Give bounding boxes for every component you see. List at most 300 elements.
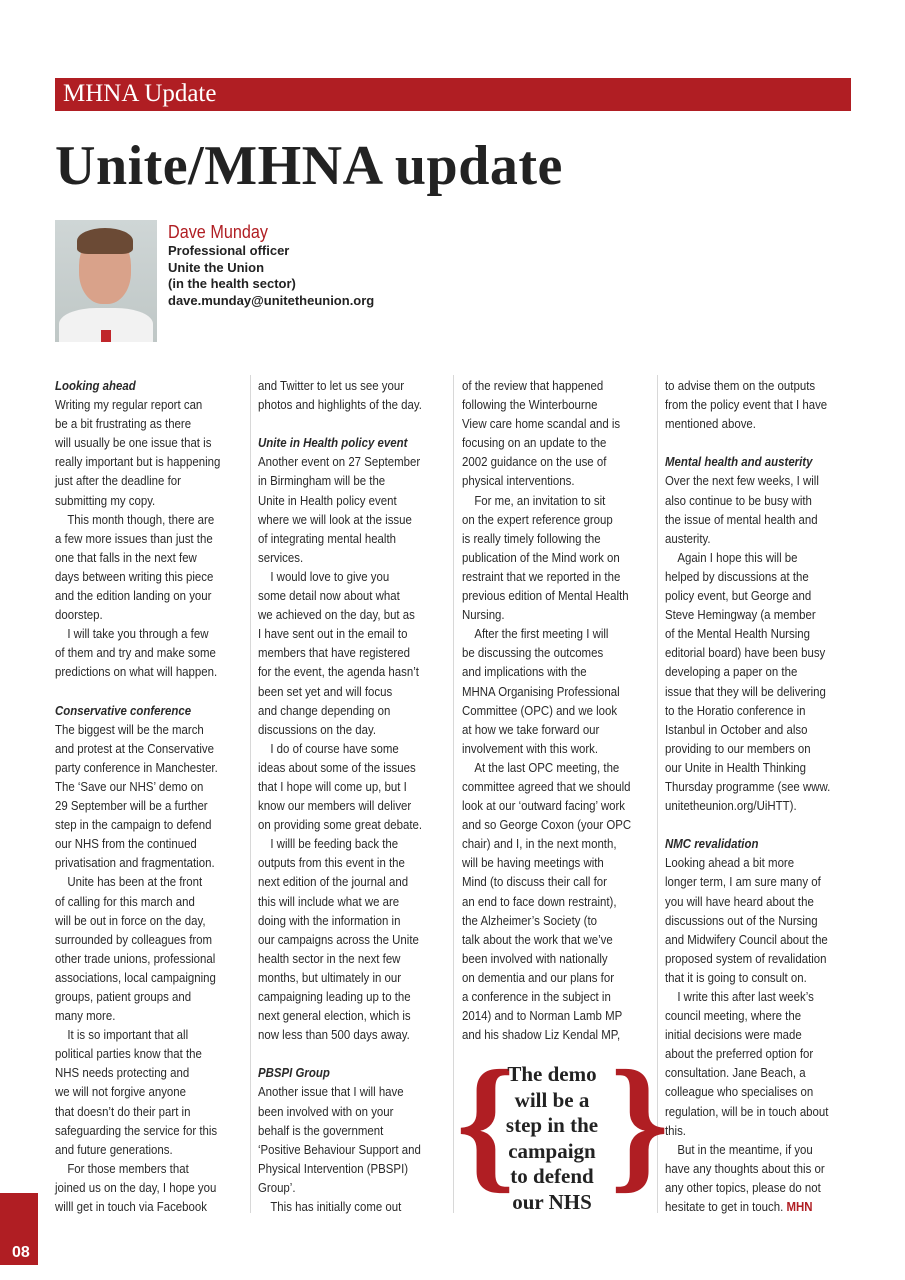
line-text: this will include what we are xyxy=(258,893,400,909)
line-text: doing with the information in xyxy=(258,912,401,928)
line-text: to the Horatio conference in xyxy=(665,702,806,718)
line-text: Istanbul in October and also xyxy=(665,721,808,737)
line-text: 2014) and to Norman Lamb MP xyxy=(462,1008,623,1024)
body-text-line xyxy=(258,872,434,891)
body-text-line xyxy=(55,605,231,624)
author-email[interactable]: dave.munday@unitetheunion.org xyxy=(168,292,375,308)
body-text-line xyxy=(258,739,434,758)
body-text-line xyxy=(462,701,638,720)
text-column-1 xyxy=(55,376,255,1216)
line-text: a conference in the subject in xyxy=(462,989,611,1004)
line-text: of integrating mental health xyxy=(258,530,397,546)
line-text: months, but ultimately in our xyxy=(258,969,402,985)
line-text: doorstep. xyxy=(55,607,103,623)
column-divider xyxy=(453,375,454,1213)
line-text: NHS needs protecting and xyxy=(55,1065,190,1081)
line-text: associations, local campaigning xyxy=(55,969,216,985)
body-text-line xyxy=(665,949,841,968)
line-text: been involved with nationally xyxy=(462,950,608,966)
body-text-line xyxy=(462,605,638,624)
body-text-line xyxy=(665,930,841,949)
line-text: that doesn’t do their part in xyxy=(55,1103,191,1119)
body-text-line xyxy=(462,1006,638,1025)
body-text-line xyxy=(462,987,638,1006)
line-text: 2002 guidance on the use of xyxy=(462,454,607,470)
body-text-line xyxy=(462,567,638,586)
body-text-line xyxy=(665,1159,841,1178)
body-text-line xyxy=(462,395,638,414)
line-text: Group’. xyxy=(258,1179,296,1195)
body-text-line xyxy=(462,529,638,548)
body-text-line xyxy=(665,911,841,930)
line-text: Another issue that I will have xyxy=(258,1084,404,1100)
line-text: Over the next few weeks, I will xyxy=(665,473,819,489)
line-text: providing to our members on xyxy=(665,740,811,756)
line-text: publication of the Mind work on xyxy=(462,549,620,565)
line-text: I willl be feeding back the xyxy=(270,836,399,852)
line-text: on dementia and our plans for xyxy=(462,969,615,985)
line-text: look at our ‘outward facing’ work xyxy=(462,798,625,814)
line-text: and Twitter to let us see your xyxy=(258,378,405,393)
body-text-line xyxy=(258,567,434,586)
line-text: be discussing the outcomes xyxy=(462,645,604,661)
subheading xyxy=(55,376,231,395)
body-text-line xyxy=(258,510,434,529)
line-text: safeguarding the service for this xyxy=(55,1122,218,1138)
line-text: and so George Coxon (your OPC xyxy=(462,817,632,833)
body-text-line xyxy=(462,815,638,834)
column-divider xyxy=(250,375,251,1213)
body-text-line xyxy=(258,605,434,624)
subheading xyxy=(665,452,841,471)
line-text: policy event, but George and xyxy=(665,588,812,604)
body-text-line xyxy=(462,796,638,815)
body-text-line xyxy=(55,510,231,529)
body-text-line xyxy=(665,853,841,872)
pull-quote-line: step in the xyxy=(505,1113,599,1137)
line-text: regulation, will be in touch about xyxy=(665,1103,829,1119)
body-text-line xyxy=(665,796,841,815)
line-text: Looking ahead a bit more xyxy=(665,855,795,871)
line-text: Steve Hemingway (a member xyxy=(665,607,816,623)
body-text-line xyxy=(665,643,841,662)
body-text-line xyxy=(462,739,638,758)
line-text: focusing on an update to the xyxy=(462,435,607,451)
body-text-line xyxy=(665,376,841,395)
body-text-line xyxy=(462,624,638,643)
body-text-line xyxy=(462,414,638,433)
line-text: of calling for this march and xyxy=(55,893,195,909)
line-text: chair) and I, in the next month, xyxy=(462,836,617,852)
line-text: austerity. xyxy=(665,530,711,546)
line-text: is really timely following the xyxy=(462,530,601,546)
line-text: you will have heard about the xyxy=(665,893,814,909)
line-text: colleague who specialises on xyxy=(665,1084,814,1100)
line-text: Writing my regular report can xyxy=(55,397,203,413)
body-text-line xyxy=(55,853,231,872)
page-number-box xyxy=(0,1193,38,1265)
line-text: editorial board) have been busy xyxy=(665,645,826,661)
body-text-line xyxy=(462,491,638,510)
line-text: been involved with on your xyxy=(258,1103,394,1119)
line-text: The biggest will be the march xyxy=(55,721,204,737)
body-text-line xyxy=(462,376,638,395)
line-text: Unite has been at the front xyxy=(67,874,203,890)
body-text-line xyxy=(55,911,231,930)
subheading xyxy=(258,433,434,452)
body-text-line xyxy=(462,930,638,949)
line-text: outputs from this event in the xyxy=(258,855,405,871)
body-text-line xyxy=(665,548,841,567)
body-text-line xyxy=(462,892,638,911)
line-text: longer term, I am sure many of xyxy=(665,874,821,890)
line-text: Committee (OPC) and we look xyxy=(462,702,618,718)
line-text: 29 September will be a further xyxy=(55,798,208,814)
body-text-line xyxy=(665,471,841,490)
body-text-line xyxy=(665,1197,841,1216)
body-text-line xyxy=(55,548,231,567)
line-text: Mental health and austerity xyxy=(665,454,813,470)
line-text: restraint that we reported in the xyxy=(462,568,621,584)
line-text: that it is going to consult on. xyxy=(665,969,807,985)
author-byline xyxy=(168,222,374,309)
body-text-line xyxy=(665,491,841,510)
body-text-line xyxy=(55,491,231,510)
line-text: Another event on 27 September xyxy=(258,454,421,470)
line-text: I would love to give you xyxy=(270,568,390,584)
line-text: consultation. Jane Beach, a xyxy=(665,1065,806,1081)
line-text: health sector in the next few xyxy=(258,950,401,966)
body-text-line xyxy=(258,911,434,930)
line-text: campaigning leading up to the xyxy=(258,989,411,1004)
line-text: of the review that happened xyxy=(462,378,604,393)
body-text-line xyxy=(55,892,231,911)
line-text: I have sent out in the email to xyxy=(258,626,408,642)
line-text: developing a paper on the xyxy=(665,664,798,680)
body-text-line xyxy=(665,586,841,605)
body-text-line xyxy=(55,720,231,739)
pull-quote xyxy=(456,1040,670,1214)
line-text: For those members that xyxy=(67,1160,189,1176)
body-text-line xyxy=(462,662,638,681)
pull-quote-line: The demo xyxy=(507,1062,597,1086)
text-column-4 xyxy=(665,376,865,1216)
line-text: will be out in force on the day, xyxy=(55,912,206,928)
body-text-line xyxy=(55,930,231,949)
body-text-line xyxy=(258,949,434,968)
body-text-line xyxy=(258,1025,434,1044)
text-column-3 xyxy=(462,376,662,1044)
body-text-line xyxy=(665,987,841,1006)
body-text-line xyxy=(665,529,841,548)
body-text-line xyxy=(462,471,638,490)
body-text-line xyxy=(55,777,231,796)
body-text-line xyxy=(665,1025,841,1044)
line-text: joined us on the day, I hope you xyxy=(55,1179,217,1195)
body-text-line xyxy=(665,395,841,414)
line-text: our campaigns across the Unite xyxy=(258,931,419,947)
body-text-line xyxy=(665,605,841,624)
line-text: issue that they will be delivering xyxy=(665,683,826,699)
pull-quote-line: to defend xyxy=(510,1164,594,1188)
body-text-line xyxy=(462,968,638,987)
line-text: following the Winterbourne xyxy=(462,397,598,413)
line-text: other trade unions, professional xyxy=(55,950,216,966)
body-text-line xyxy=(55,1159,231,1178)
body-text-line xyxy=(462,643,638,662)
body-text-line xyxy=(665,1082,841,1101)
body-text-line xyxy=(55,968,231,987)
author-name: Dave Munday xyxy=(168,222,268,242)
line-text: from the policy event that I have xyxy=(665,397,828,413)
body-text-line xyxy=(665,624,841,643)
body-text-line xyxy=(55,567,231,586)
line-text: After the first meeting I will xyxy=(474,626,609,642)
line-text: any other topics, please do not xyxy=(665,1179,821,1195)
line-text: one that falls in the next few xyxy=(55,549,197,565)
line-text: next edition of the journal and xyxy=(258,874,409,890)
body-text-line xyxy=(665,872,841,891)
line-text: hesitate to get in touch. xyxy=(665,1199,787,1215)
line-text: next general election, which is xyxy=(258,1008,411,1024)
body-text-line xyxy=(258,1082,434,1101)
end-mark: MHN xyxy=(786,1199,813,1215)
line-text: I will take you through a few xyxy=(67,626,209,642)
section-banner xyxy=(55,78,851,111)
line-text: for the event, the agenda hasn’t xyxy=(258,664,419,680)
body-text-line xyxy=(258,376,434,395)
line-text: and his shadow Liz Kendal MP, xyxy=(462,1027,621,1043)
line-text: Physical Intervention (PBSPI) xyxy=(258,1160,409,1176)
body-text-line xyxy=(258,662,434,681)
line-text: an end to face down restraint), xyxy=(462,893,617,909)
line-text: committee agreed that we should xyxy=(462,778,631,794)
body-text-line xyxy=(258,1121,434,1140)
body-text-line xyxy=(462,433,638,452)
line-text: and the edition landing on your xyxy=(55,588,212,604)
body-text-line xyxy=(258,548,434,567)
body-text-line xyxy=(55,1140,231,1159)
body-text-line xyxy=(462,777,638,796)
body-text-line xyxy=(55,395,231,414)
author-sector: (in the health sector) xyxy=(168,276,296,291)
line-text: discussions out of the Nursing xyxy=(665,912,818,928)
line-text: been set yet and will focus xyxy=(258,683,393,699)
line-text: political parties know that the xyxy=(55,1046,202,1062)
body-text-line xyxy=(258,471,434,490)
line-text: privatisation and fragmentation. xyxy=(55,855,215,871)
line-text: submitting my copy. xyxy=(55,492,156,508)
body-text-line xyxy=(55,949,231,968)
body-text-line xyxy=(55,1082,231,1101)
body-text-line xyxy=(258,491,434,510)
body-text-line xyxy=(55,1102,231,1121)
line-text: Mind (to discuss their call for xyxy=(462,874,607,890)
line-text: will be having meetings with xyxy=(462,855,604,871)
line-text: also continue to be busy with xyxy=(665,492,812,508)
line-text: have any thoughts about this or xyxy=(665,1160,825,1176)
line-text: View care home scandal and is xyxy=(462,416,621,432)
line-text: groups, patient groups and xyxy=(55,989,192,1004)
line-text: a few more issues than just the xyxy=(55,530,213,546)
body-text-line xyxy=(462,872,638,891)
body-text-line xyxy=(258,777,434,796)
line-text: at how we take forward our xyxy=(462,721,600,737)
body-text-line xyxy=(665,567,841,586)
body-text-line xyxy=(258,834,434,853)
body-text-line xyxy=(55,433,231,452)
body-text-line xyxy=(462,853,638,872)
line-text: and future generations. xyxy=(55,1141,173,1157)
line-text: Thursday programme (see www. xyxy=(665,778,831,794)
line-text: our NHS from the continued xyxy=(55,836,197,852)
body-text-line xyxy=(258,892,434,911)
body-text-line xyxy=(55,1044,231,1063)
line-text: PBSPI Group xyxy=(258,1065,330,1081)
article-title: Unite/MHNA update xyxy=(55,135,563,197)
line-text: know our members will deliver xyxy=(258,798,412,814)
body-text-line xyxy=(258,968,434,987)
body-text-line xyxy=(462,758,638,777)
line-text: talk about the work that we’ve xyxy=(462,931,613,947)
line-text: we will not forgive anyone xyxy=(55,1084,186,1100)
body-text-line xyxy=(55,662,231,681)
line-text: really important but is happening xyxy=(55,454,221,470)
body-text-line xyxy=(462,834,638,853)
line-text: willl get in touch via Facebook xyxy=(55,1199,207,1215)
body-text-line xyxy=(258,1178,434,1197)
pull-quote-line: our NHS xyxy=(512,1189,592,1214)
body-text-line xyxy=(665,739,841,758)
line-text: that I hope will come up, but I xyxy=(258,778,407,794)
body-text-line xyxy=(462,720,638,739)
body-text-line xyxy=(258,452,434,471)
body-text-line xyxy=(55,1197,231,1216)
body-text-line xyxy=(258,1102,434,1121)
body-text-line xyxy=(258,930,434,949)
line-text: proposed system of revalidation xyxy=(665,950,827,966)
body-text-line xyxy=(665,510,841,529)
line-text: some detail now about what xyxy=(258,588,400,604)
body-text-line xyxy=(665,892,841,911)
right-brace-icon: } xyxy=(610,1040,670,1206)
line-text: our Unite in Health Thinking xyxy=(665,759,806,775)
line-text: just after the deadline for xyxy=(55,473,181,489)
line-text: NMC revalidation xyxy=(665,836,759,852)
body-text-line xyxy=(665,682,841,701)
line-text: on the expert reference group xyxy=(462,511,613,527)
line-text: and Midwifery Council about the xyxy=(665,931,828,947)
author-role: Professional officer xyxy=(168,243,290,258)
line-text: It is so important that all xyxy=(67,1027,189,1043)
body-text-line xyxy=(665,720,841,739)
author-org: Unite the Union xyxy=(168,259,265,275)
body-text-line xyxy=(55,739,231,758)
line-text: in Birmingham will be the xyxy=(258,473,386,489)
body-text-line xyxy=(665,662,841,681)
line-text: But in the meantime, if you xyxy=(677,1141,813,1157)
line-text: Looking ahead xyxy=(55,378,136,393)
line-text: photos and highlights of the day. xyxy=(258,397,422,413)
body-text-line xyxy=(55,414,231,433)
line-text: to advise them on the outputs xyxy=(665,378,816,393)
body-text-line xyxy=(258,701,434,720)
body-text-line xyxy=(55,1063,231,1082)
pull-quote-line: campaign xyxy=(508,1138,596,1163)
line-text: surrounded by colleagues from xyxy=(55,931,213,947)
line-text: initial decisions were made xyxy=(665,1027,802,1043)
subheading xyxy=(258,1063,434,1082)
line-text: and implications with the xyxy=(462,664,587,680)
body-text-line xyxy=(258,815,434,834)
body-text-line xyxy=(55,1121,231,1140)
body-text-line xyxy=(258,1197,434,1216)
body-text-line xyxy=(55,987,231,1006)
line-text: party conference in Manchester. xyxy=(55,759,218,775)
line-text: Again I hope this will be xyxy=(677,549,798,565)
body-text-line xyxy=(55,815,231,834)
line-text: Nursing. xyxy=(462,607,505,623)
line-text: At the last OPC meeting, the xyxy=(474,759,620,775)
left-brace-icon: { xyxy=(456,1040,516,1206)
body-text-line xyxy=(665,1063,841,1082)
line-text: previous edition of Mental Health xyxy=(462,588,629,604)
line-text: ‘Positive Behaviour Support and xyxy=(258,1141,421,1157)
body-text-line xyxy=(258,586,434,605)
body-text-line xyxy=(55,452,231,471)
line-text: we achieved on the day, but as xyxy=(258,607,415,623)
line-text: unitetheunion.org/UiHTT). xyxy=(665,798,797,814)
body-text-line xyxy=(258,529,434,548)
line-text: be a bit frustrating as there xyxy=(55,416,192,432)
text-column-2 xyxy=(258,376,458,1216)
body-text-line xyxy=(665,414,841,433)
line-text: MHNA Organising Professional xyxy=(462,683,620,699)
body-text-line xyxy=(462,911,638,930)
line-text: behalf is the government xyxy=(258,1122,384,1138)
line-text: on providing some great debate. xyxy=(258,817,423,833)
body-text-line xyxy=(462,949,638,968)
body-text-line xyxy=(55,529,231,548)
line-text: and protest at the Conservative xyxy=(55,740,214,756)
subheading xyxy=(55,701,231,720)
line-text: Conservative conference xyxy=(55,702,192,718)
section-label: MHNA Update xyxy=(63,80,217,107)
line-text: the Alzheimer’s Society (to xyxy=(462,912,598,928)
body-text-line xyxy=(258,720,434,739)
line-text: services. xyxy=(258,549,304,565)
body-text-line xyxy=(258,1140,434,1159)
line-text: involvement with this work. xyxy=(462,740,599,756)
body-text-line xyxy=(258,1159,434,1178)
body-text-line xyxy=(665,1178,841,1197)
line-text: many more. xyxy=(55,1008,116,1024)
line-text: Unite in Health policy event xyxy=(258,492,397,508)
line-text: The ‘Save our NHS’ demo on xyxy=(55,778,204,794)
body-text-line xyxy=(462,682,638,701)
line-text: For me, an invitation to sit xyxy=(474,492,606,508)
body-text-line xyxy=(665,1121,841,1140)
body-text-line xyxy=(665,1006,841,1025)
body-text-line xyxy=(55,1006,231,1025)
line-text: discussions on the day. xyxy=(258,721,377,737)
pull-quote-line: will be a xyxy=(514,1087,590,1112)
line-text: council meeting, where the xyxy=(665,1008,802,1024)
body-text-line xyxy=(462,452,638,471)
line-text: this. xyxy=(665,1122,686,1138)
body-text-line xyxy=(55,1178,231,1197)
body-text-line xyxy=(258,987,434,1006)
